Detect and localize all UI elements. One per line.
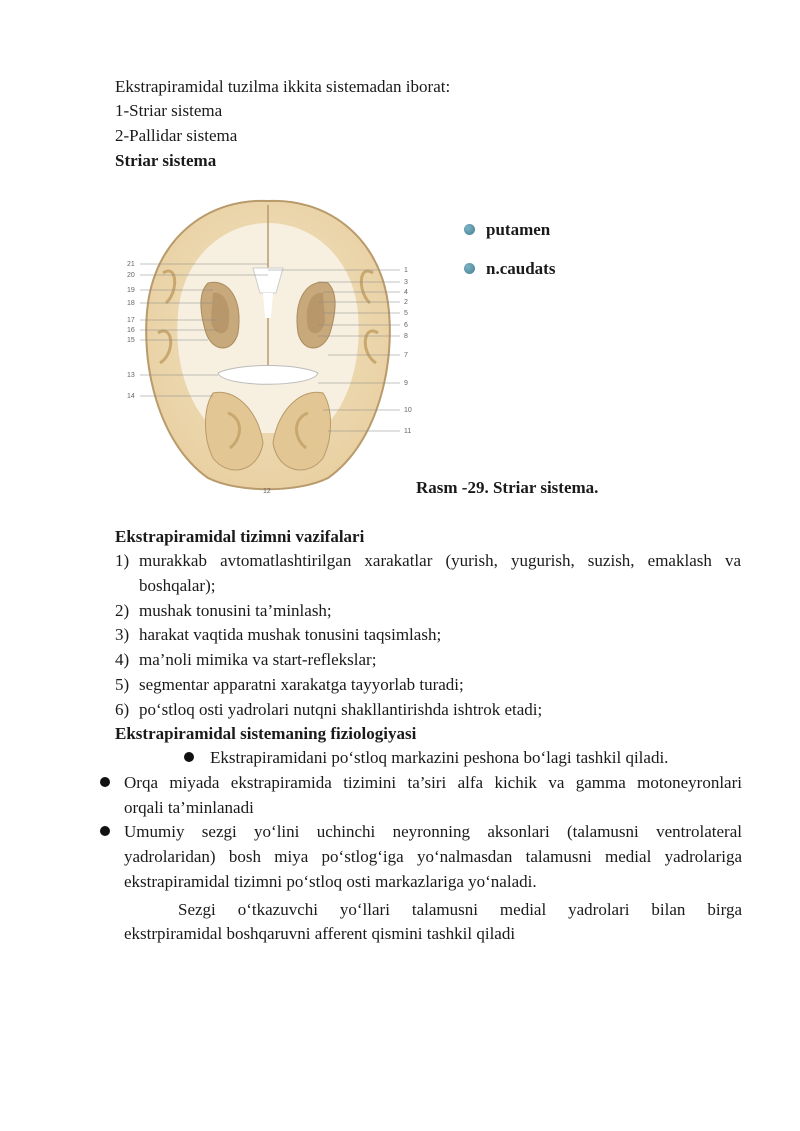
label-10: 10 <box>404 407 412 414</box>
legend-putamen: putamen <box>486 220 551 239</box>
list-number: 5) <box>115 675 130 694</box>
bullet-icon <box>184 752 194 762</box>
label-18: 18 <box>127 300 135 307</box>
label-20: 20 <box>127 272 135 279</box>
functions-heading: Ekstrapiramidal tizimni vazifalari <box>115 527 365 546</box>
physiology-paragraph: Sezgi o‘tkazuvchi yo‘llari talamusni medial yadrolari bilan birga <box>178 900 742 919</box>
physiology-bullet-2-cont: orqali ta’minlanadi <box>124 798 254 817</box>
legend-bullet-icon <box>464 224 475 235</box>
intro-line-2: 1-Striar sistema <box>115 101 223 120</box>
physiology-bullet-2: Orqa miyada ekstrapiramida tizimini ta’siri alfa kichik va gamma motoneyronlari <box>124 773 742 792</box>
label-14: 14 <box>127 393 135 400</box>
label-19: 19 <box>127 287 135 294</box>
label-1: 1 <box>404 267 408 274</box>
list-item-5: segmentar apparatni xarakatga tayyorlab turadi; <box>139 675 464 694</box>
label-13: 13 <box>127 372 135 379</box>
label-21: 21 <box>127 261 135 268</box>
physiology-bullet-3: Umumiy sezgi yo‘lini uchinchi neyronning aksonlari (talamusni ventrolateral <box>124 822 742 841</box>
label-6: 6 <box>404 322 408 329</box>
list-item-6: po‘stloq osti yadrolari nutqni shakllantirishda ishtrok etadi; <box>139 700 543 719</box>
list-item-3: harakat vaqtida mushak tonusini taqsimlash; <box>139 625 442 644</box>
physiology-heading: Ekstrapiramidal sistemaning fiziologiyasi <box>115 724 417 743</box>
list-item-4: ma’noli mimika va start-reflekslar; <box>139 650 377 669</box>
label-7: 7 <box>404 352 408 359</box>
bullet-icon <box>100 826 110 836</box>
label-3: 3 <box>404 279 408 286</box>
section-heading-striar: Striar sistema <box>115 151 217 170</box>
list-item-2: mushak tonusini ta’minlash; <box>139 601 332 620</box>
figure-caption: Rasm -29. Striar sistema. <box>416 478 599 497</box>
label-9: 9 <box>404 380 408 387</box>
legend-bullet-icon <box>464 263 475 274</box>
label-2: 2 <box>404 299 408 306</box>
list-number: 3) <box>115 625 130 644</box>
label-17: 17 <box>127 317 135 324</box>
label-8: 8 <box>404 333 408 340</box>
label-15: 15 <box>127 337 135 344</box>
physiology-paragraph-cont: ekstrpiramidal boshqaruvni afferent qismini tashkil qiladi <box>124 924 516 943</box>
label-5: 5 <box>404 310 408 317</box>
list-item-1-cont: boshqalar); <box>139 576 216 595</box>
list-number: 2) <box>115 601 130 620</box>
physiology-bullet-3-cont: yadrolaridan) bosh miya po‘stlog‘iga yo‘nalmasdan talamusni medial yadrolariga <box>124 847 742 866</box>
label-16: 16 <box>127 327 135 334</box>
physiology-bullet-3-cont2: ekstrapiramidal tizimni po‘stloq osti markazlariga yo‘naladi. <box>124 872 537 891</box>
brain-illustration <box>118 193 418 498</box>
brain-section-figure <box>118 193 418 503</box>
legend-n-caudats: n.caudats <box>486 259 556 278</box>
list-number: 6) <box>115 700 130 719</box>
label-11: 11 <box>404 428 412 435</box>
list-item-1: murakkab avtomatlashtirilgan xarakatlar (yurish, yugurish, suzish, emaklash va <box>139 551 741 570</box>
intro-line-1: Ekstrapiramidal tuzilma ikkita sistemadan iborat: <box>115 77 451 96</box>
physiology-bullet-1: Ekstrapiramidani po‘stloq markazini peshona bo‘lagi tashkil qiladi. <box>210 748 669 767</box>
bullet-icon <box>100 777 110 787</box>
list-number: 4) <box>115 650 130 669</box>
intro-line-3: 2-Pallidar sistema <box>115 126 238 145</box>
list-number: 1) <box>115 551 130 570</box>
label-12: 12 <box>263 488 271 495</box>
label-4: 4 <box>404 289 408 296</box>
